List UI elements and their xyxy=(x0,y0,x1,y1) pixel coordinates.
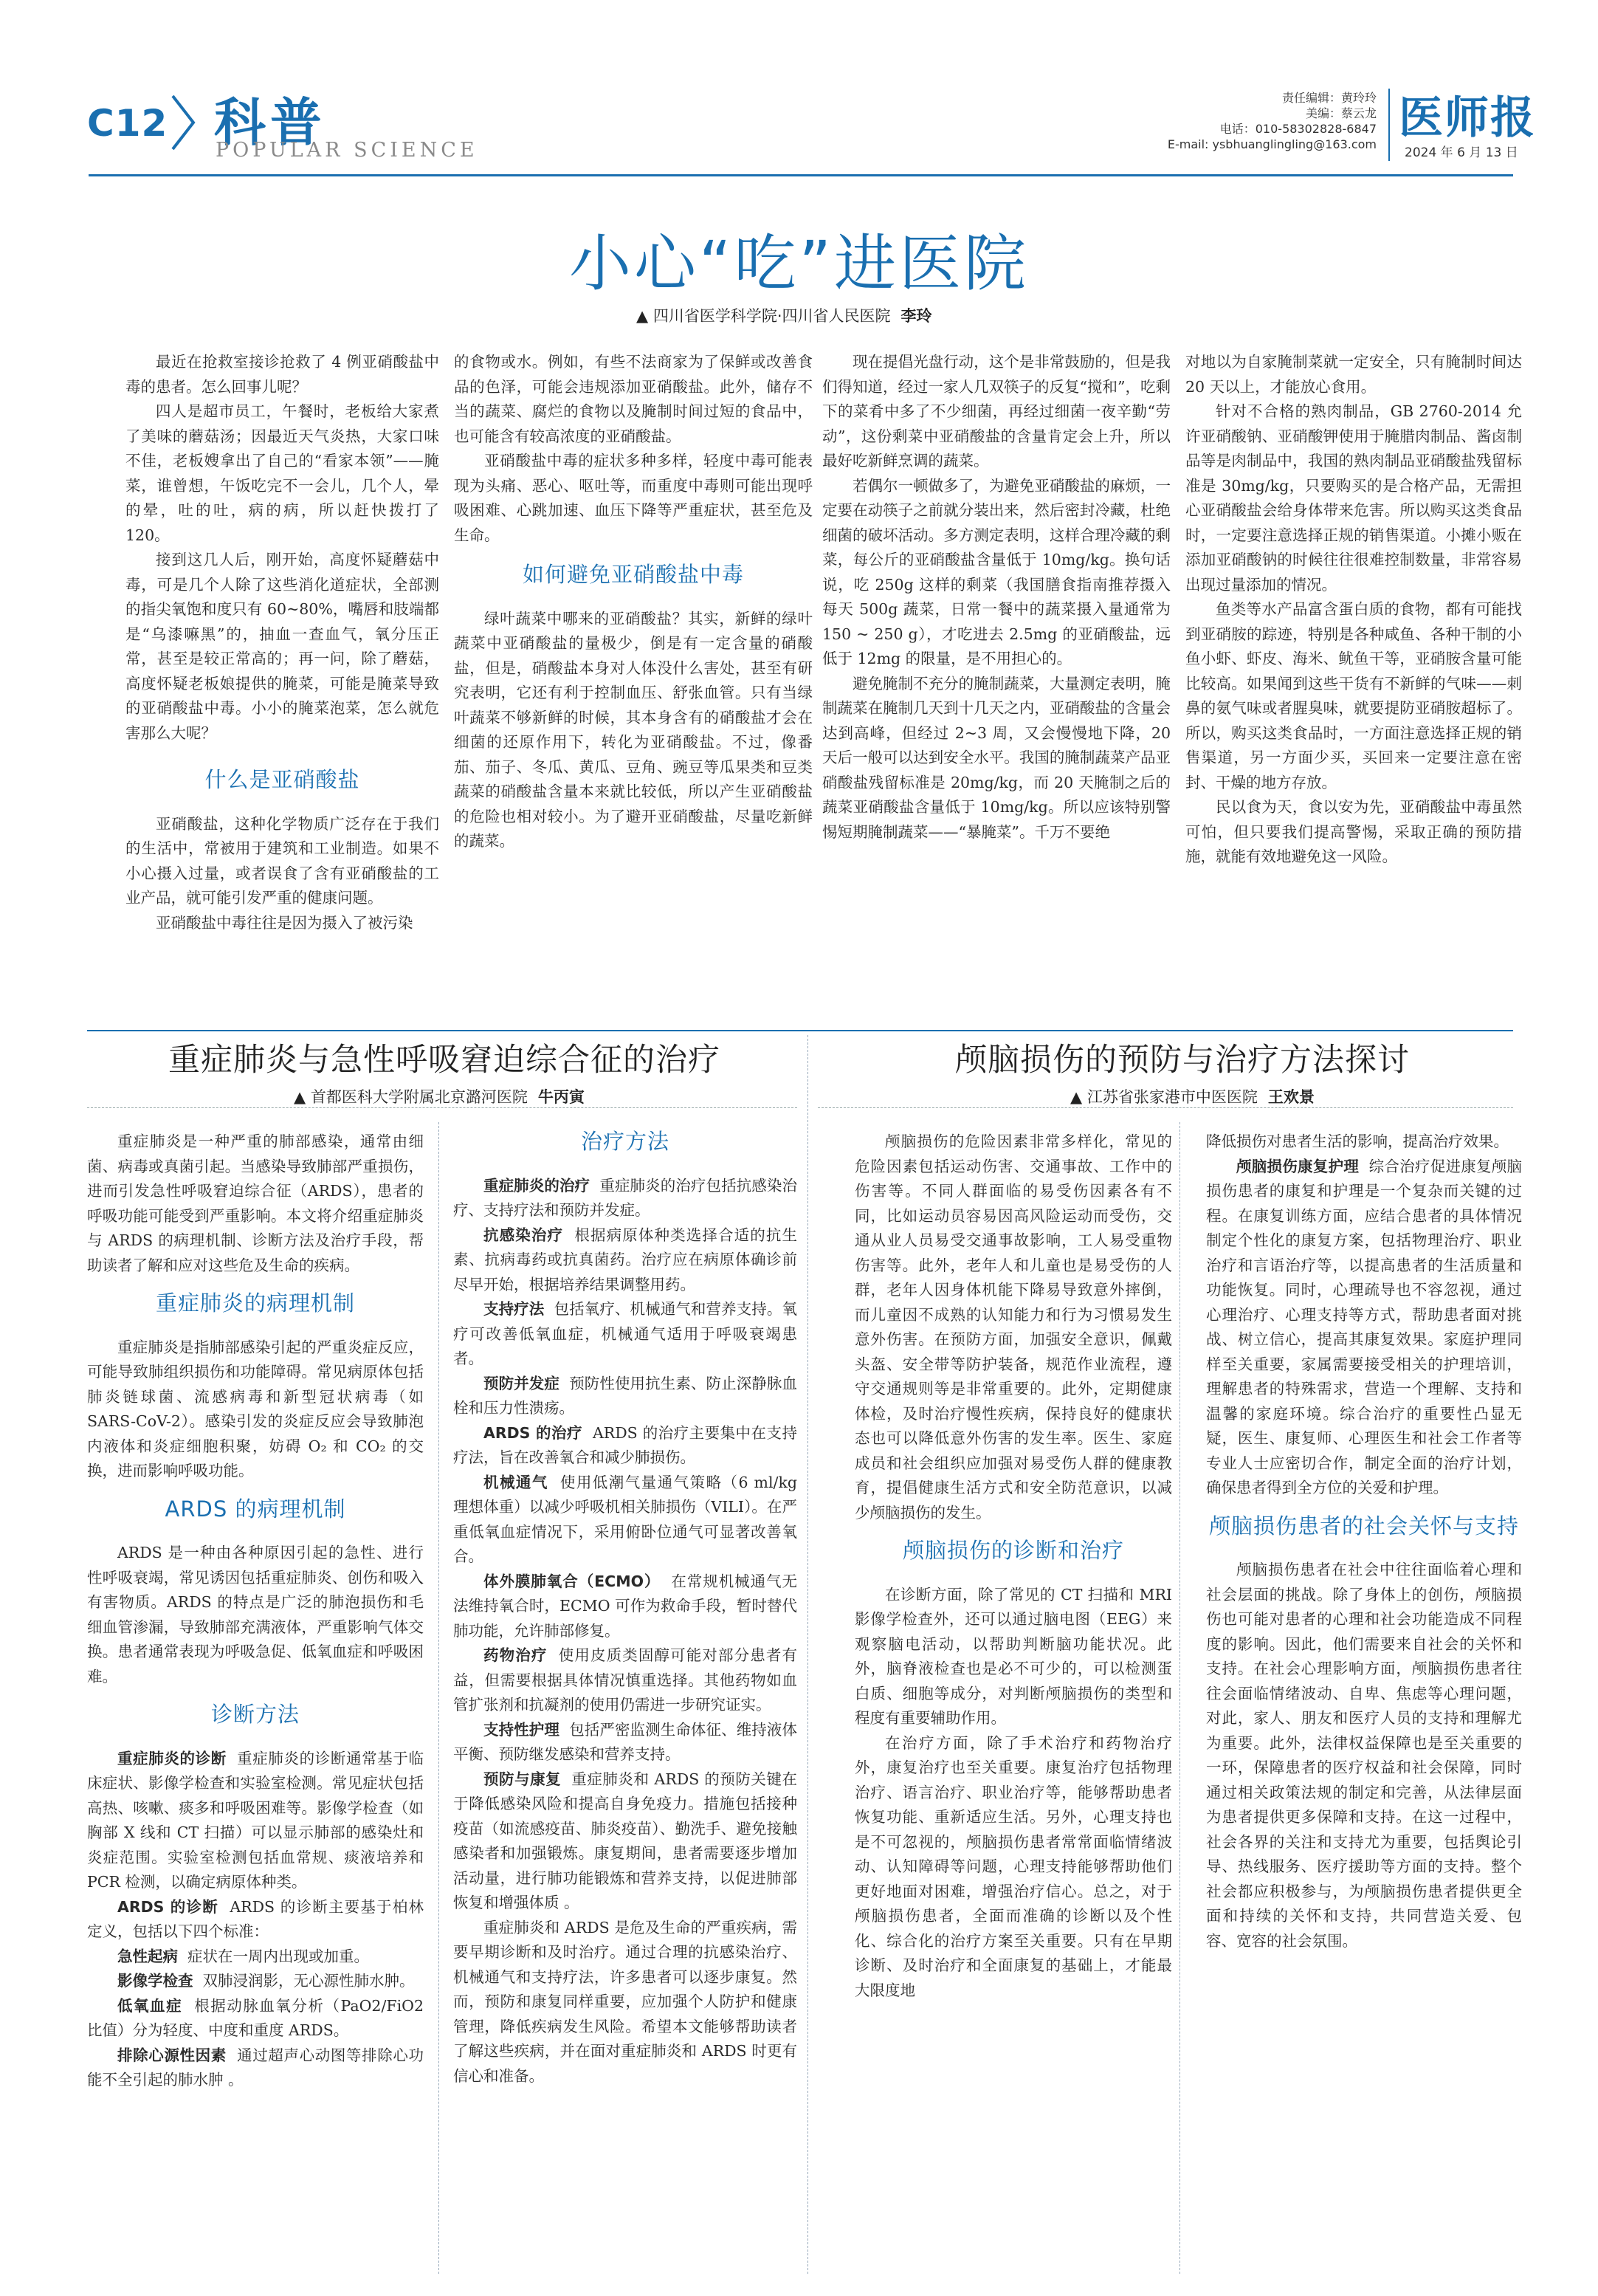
inline-label: 抗感染治疗 xyxy=(483,1226,564,1244)
article3-column-2 xyxy=(1206,1130,1522,1953)
subheading: 诊断方法 xyxy=(210,1702,300,1727)
inline-label: ARDS 的治疗 xyxy=(483,1423,582,1442)
paragraph xyxy=(453,1767,797,1916)
paragraph: 若偶尔一顿做多了，为避免亚硝酸盐的麻烦，一定要在动筷子之前就分装出来，然后密封冷藏，杜绝细菌的破坏活动。多方测定表明，这样合理冷藏的剩菜，每公斤的亚硝酸盐含量低于 10mg/kg。换句话说，吃 250g 这样的剩菜（我国膳食指南推荐摄入每天 500g 蔬菜，日常一餐中的蔬菜摄入量通常为 150 ~ 250 g），才吃进去 2.5mg 的亚硝酸盐，远低于 12mg 的限量，是不用担心的。 xyxy=(822,476,1171,667)
paragraph: ARDS 是一种由各种原因引起的急性、进行性呼吸衰竭，常见诱因包括重症肺炎、创伤和吸入有害物质。ARDS 的特点是广泛的肺泡损伤和毛细血管渗漏，导致肺部充满液体，严重影响气体交换。患者通常表现为呼吸急促、低氧血症和呼吸困难。 xyxy=(87,1544,424,1685)
inline-label: 影像学检查 xyxy=(117,1972,193,1990)
paragraph xyxy=(87,2044,424,2093)
subheading: 重症肺炎的病理机制 xyxy=(155,1290,355,1316)
paragraph xyxy=(453,1718,797,1767)
inline-label: 支持性护理 xyxy=(483,1720,559,1739)
paragraph xyxy=(453,1223,797,1298)
article1-column-4 xyxy=(1185,350,1522,870)
article2-title: 重症肺炎与急性呼吸窘迫综合征的治疗 xyxy=(168,1042,720,1079)
subheading: 颅脑损伤患者的社会关怀与支持 xyxy=(1208,1513,1519,1539)
inline-label: 重症肺炎的治疗 xyxy=(483,1176,590,1195)
paragraph: 颅脑损伤的危险因素非常多样化，常见的危险因素包括运动伤害、交通事故、工作中的伤害等。不同人群面临的易受伤因素各有不同，比如运动员容易因高风险运动而受伤，交通从业人员易受交通事故影响，工人易受重物伤害等。此外，老年人和儿童也是易受伤的人群，老年人因身体机能下降易导致意外摔倒，而儿童因不成熟的认知能力和行为习惯易发生意外伤害。在预防方面，加强安全意识，佩戴头盔、安全带等防护装备，规范作业流程，遵守交通规则等是非常重要的。此外，定期健康体检，及时治疗慢性疾病，保持良好的健康状态也可以降低意外伤害的发生率。医生、家庭成员和社会组织应加强对易受伤人群的健康教育，提倡健康生活方式和安全防范意识，以减少颅脑损伤的发生。 xyxy=(855,1132,1172,1522)
paragraph: 亚硝酸盐，这种化学物质广泛存在于我们的生活中，常被用于建筑和工业制造。如果不小心摄入过量，或者误食了含有亚硝酸盐的工业产品，就可能引发严重的健康问题。 xyxy=(125,814,439,907)
text: 使用低潮气量通气策略（6 ml/kg 理想体重）以减少呼吸机相关肺损伤（VILI）。在严重低氧血症情况下，采用俯卧位通气可显著改善氧合。 xyxy=(453,1473,797,1565)
paragraph: 亚硝酸盐中毒的症状多种多样，轻度中毒可能表现为头痛、恶心、呕吐等，而重度中毒则可能出现呼吸困难、心跳加速、血压下降等严重症状，甚至危及生命。 xyxy=(454,452,813,544)
inline-label: 预防与康复 xyxy=(483,1770,562,1788)
paragraph: 民以食为天，食以安为先，亚硝酸盐中毒虽然可怕，但只要我们提高警惕，采取正确的预防措施，就能有效地避免这一风险。 xyxy=(1185,798,1522,865)
article-title: 小心“吃”进医院 xyxy=(568,227,1030,300)
text: ARDS 的诊断主要基于柏林定义，包括以下四个标准： xyxy=(87,1897,424,1940)
column-divider xyxy=(1179,1122,1180,2274)
paragraph xyxy=(453,1297,797,1372)
article-divider xyxy=(807,1035,808,2274)
subheading: ARDS 的病理机制 xyxy=(165,1496,346,1522)
paragraph: 重症肺炎是指肺部感染引起的严重炎症反应，可能导致肺组织损伤和功能障碍。常见病原体包括肺炎链球菌、流感病毒和新型冠状病毒（如 SARS-CoV-2）。感染引发的炎症反应会导致肺泡内液体和炎症细胞积聚，妨碍 O₂ 和 CO₂ 的交换，进而影响呼吸功能。 xyxy=(87,1338,424,1479)
subheading: 颅脑损伤的诊断和治疗 xyxy=(902,1538,1124,1563)
inline-label: 排除心源性因素 xyxy=(117,2046,227,2064)
paragraph: 接到这几人后，刚开始，高度怀疑蘑菇中毒，可是几个人除了这些消化道症状，全部测的指尖氧饱和度只有 60~80%，嘴唇和肢端都是“乌漆嘛黑”的，抽血一查血气，氧分压正常，甚至是较正常高的；再一问，除了蘑菇，高度怀疑老板娘提供的腌菜，可能是腌菜导致的亚硝酸盐中毒。小小的腌菜泡菜，怎么就危害那么大呢？ xyxy=(125,551,439,742)
text: 重症肺炎和 ARDS 的预防关键在于降低感染风险和提高自身免疫力。措施包括接种疫苗（如流感疫苗、肺炎疫苗）、勤洗手、避免接触感染者和加强锻炼。康复期间，患者需要逐步增加活动量，进行肺功能锻炼和营养支持，以促进肺部恢复和增强体质 。 xyxy=(453,1770,797,1911)
text: 综合治疗促进康复颅脑损伤患者的康复和护理是一个复杂而关键的过程。在康复训练方面，应结合患者的具体情况制定个性化的康复方案，包括物理治疗、职业治疗和言语治疗等，以提高患者的生活质量和功能恢复。同时，心理疏导也不容忽视，通过心理治疗、心理支持等方式，帮助患者面对挑战、树立信心，提高其康复效果。家庭护理同样至关重要，家属需要接受相关的护理培训，理解患者的特殊需求，营造一个理解、支持和温馨的家庭环境。综合治疗的重要性凸显无疑，医生、康复师、心理医生和社会工作者等专业人士应密切合作，制定全面的治疗计划，确保患者得到全方位的关爱和护理。 xyxy=(1206,1157,1523,1496)
designer-line: 美编：蔡云龙 xyxy=(1305,106,1377,120)
paragraph: 针对不合格的熟肉制品，GB 2760-2014 允许亚硝酸钠、亚硝酸钾使用于腌腊肉制品、酱卤制品等是肉制品中，我国的熟肉制品亚硝酸盐残留标准是 30mg/kg，只要购买的是合格产品，无需担心亚硝酸盐会给身体带来危害。所以购买这类食品时，一定要注意选择正规的销售渠道。小摊小贩在添加亚硝酸钠的时候往往很难控制数量，非常容易出现过量添加的情况。 xyxy=(1185,402,1522,594)
article1-column-3 xyxy=(822,350,1171,845)
byline-author: 牛丙寅 xyxy=(537,1088,585,1106)
article-separator xyxy=(87,1030,1513,1031)
paragraph xyxy=(453,1643,797,1718)
paragraph: 四人是超市员工，午餐时，老板给大家煮了美味的蘑菇汤；因最近天气炎热，大家口味不佳，老板嫂拿出了自己的“看家本领”——腌菜，谁曾想，午饭吃完不一会儿，几个人，晕的晕，吐的吐，病的病，所以赶快拨打了 120。 xyxy=(125,402,439,544)
byline-author: 李玲 xyxy=(900,307,932,325)
article3-title: 颅脑损伤的预防与治疗方法探讨 xyxy=(955,1042,1410,1079)
article3-column-1 xyxy=(855,1130,1172,2003)
text: 在常规机械通气无法维持氧合时，ECMO 可作为救命手段，暂时替代肺功能，允许肺部修复。 xyxy=(453,1572,798,1640)
article3-byline xyxy=(1070,1085,1315,1107)
dashed-divider xyxy=(87,1107,797,1108)
text: 重症肺炎的治疗包括抗感染治疗、支持疗法和预防并发症。 xyxy=(453,1176,797,1219)
chevron-right-icon xyxy=(168,93,198,152)
paragraph: 重症肺炎是一种严重的肺部感染，通常由细菌、病毒或真菌引起。当感染导致肺部严重损伤，进而引发急性呼吸窘迫综合征（ARDS），患者的呼吸功能可能受到严重影响。本文将介绍重症肺炎与 ARDS 的病理机制、诊断方法及治疗手段，帮助读者了解和应对这些危及生命的疾病。 xyxy=(87,1132,424,1274)
paragraph xyxy=(453,1570,797,1644)
inline-label: 预防并发症 xyxy=(483,1374,559,1392)
subheading: 什么是亚硝酸盐 xyxy=(204,767,360,792)
paragraph: 颅脑损伤患者在社会中往往面临着心理和社会层面的挑战。除了身体上的创伤，颅脑损伤也可能对患者的心理和社会功能造成不同程度的影响。因此，他们需要来自社会的关怀和支持。在社会心理影响方面，颅脑损伤患者往往会面临情绪波动、自卑、焦虑等心理问题，对此，家人、朋友和医疗人员的支持和理解尤为重要。此外，法律权益保障也是至关重要的一环，保障患者的医疗权益和社会保障，同时通过相关政策法规的制定和完善，从法律层面为患者提供更多保障和支持。在这一过程中，社会各界的关注和支持尤为重要，包括舆论引导、热线服务、医疗援助等方面的支持。整个社会都应积极参与，为颅脑损伤患者提供更全面和持续的关怀和支持，共同营造关爱、包容、宽容的社会氛围。 xyxy=(1206,1561,1522,1950)
article2-column-2 xyxy=(453,1130,797,2089)
byline-author: 王欢景 xyxy=(1267,1088,1315,1106)
text: 症状在一周内出现或加重。 xyxy=(187,1947,370,1965)
paragraph: 最近在抢救室接诊抢救了 4 例亚硝酸盐中毒的患者。怎么回事儿呢？ xyxy=(125,353,439,396)
text: 通过超声心动图等排除心功能不全引起的肺水肿 。 xyxy=(87,2046,424,2089)
dashed-divider xyxy=(818,1107,1513,1108)
text: 预防性使用抗生素、防止深静脉血栓和压力性溃疡。 xyxy=(453,1374,797,1417)
column-divider xyxy=(438,1122,439,2274)
paragraph xyxy=(87,1969,424,1994)
section-title: 科普 xyxy=(214,92,326,153)
text: 双肺浸润影，无心源性肺水肿。 xyxy=(202,1972,415,1990)
byline-org: ▲ 江苏省张家港市中医医院 xyxy=(1070,1088,1258,1106)
paragraph: 亚硝酸盐中毒往往是因为摄入了被污染 xyxy=(156,913,413,932)
article1-column-1 xyxy=(125,350,439,935)
header-rule xyxy=(89,174,1513,176)
paragraph xyxy=(453,1471,797,1570)
article2-byline xyxy=(294,1085,585,1107)
paragraph: 在诊断方面，除了常见的 CT 扫描和 MRI 影像学检查外，还可以通过脑电图（EEG）来观察脑电活动，以帮助判断脑功能状况。此外，脑脊液检查也是必不可少的，可以检测蛋白质、细胞等成分，对判断颅脑损伤的类型和程度有重要辅助作用。 xyxy=(855,1585,1172,1727)
inline-label: 颅脑损伤康复护理 xyxy=(1236,1157,1360,1175)
paragraph: 鱼类等水产品富含蛋白质的食物，都有可能找到亚硝胺的踪迹，特别是各种咸鱼、各种干制的小鱼小虾、虾皮、海米、鱿鱼干等，亚硝胺含量可能比较高。如果闻到这些干货有不新鲜的气味——刺鼻的氨气味或者腥臭味，就要提防亚硝胺超标了。所以，购买这类食品时，一方面注意选择正规的销售渠道，另一方面少买，买回来一定要注意在密封、干燥的地方存放。 xyxy=(1185,600,1522,791)
editor-info xyxy=(1168,90,1377,152)
paragraph xyxy=(453,1421,797,1471)
article2-column-1 xyxy=(87,1130,424,2093)
paragraph: 在治疗方面，除了手术治疗和药物治疗外，康复治疗也至关重要。康复治疗包括物理治疗、语言治疗、职业治疗等，能够帮助患者恢复功能、重新适应生活。另外，心理支持也是不可忽视的，颅脑损伤患者常常面临情绪波动、认知障碍等问题，心理支持能够帮助他们更好地面对困难，增强治疗信心。总之，对于颅脑损伤患者，全面而准确的诊断以及个性化、综合化的治疗方案至关重要。只有在早期诊断、及时治疗和全面康复的基础上，才能最大限度地 xyxy=(855,1733,1172,1999)
text: 重症肺炎的诊断通常基于临床症状、影像学检查和实验室检测。常见症状包括高热、咳嗽、痰多和呼吸困难等。影像学检查（如胸部 X 线和 CT 扫描）可以显示肺部的感染灶和炎症范围。实验室检测包括血常规、痰液培养和 PCR 检测，以确定病原体种类。 xyxy=(87,1749,424,1891)
text: 包括氧疗、机械通气和营养支持。氧疗可改善低氧血症，机械通气适用于呼吸衰竭患者。 xyxy=(453,1300,797,1367)
text: ARDS 的治疗主要集中在支持疗法，旨在改善氧合和减少肺损伤。 xyxy=(453,1423,797,1466)
inline-label: 机械通气 xyxy=(483,1473,548,1491)
inline-label: 重症肺炎的诊断 xyxy=(117,1749,227,1767)
paragraph xyxy=(87,1747,424,1895)
paragraph: 的食物或水。例如，有些不法商家为了保鲜或改善食品的色泽，可能会违规添加亚硝酸盐。此外，储存不当的蔬菜、腐烂的食物以及腌制时间过短的食品中，也可能含有较高浓度的亚硝酸盐。 xyxy=(454,353,813,445)
text: 使用皮质类固醇可能对部分患者有益，但需要根据具体情况慎重选择。其他药物如血管扩张剂和抗凝剂的使用仍需进一步研究证实。 xyxy=(453,1646,797,1714)
paragraph xyxy=(1206,1155,1522,1501)
subheading: 如何避免亚硝酸盐中毒 xyxy=(522,562,744,587)
inline-label: 急性起病 xyxy=(117,1947,178,1965)
email-line: E-mail: ysbhuanglingling@163.com xyxy=(1167,137,1377,151)
inline-label: 低氧血症 xyxy=(117,1996,183,2015)
subheading: 治疗方法 xyxy=(580,1129,669,1154)
article1-column-2 xyxy=(454,350,813,854)
paragraph: 降低损伤对患者生活的影响，提高治疗效果。 xyxy=(1206,1132,1509,1150)
paragraph xyxy=(87,1945,424,1970)
byline-org: ▲ 四川省医学科学院·四川省人民医院 xyxy=(636,307,891,325)
publication-date: 2024 年 6 月 13 日 xyxy=(1405,145,1518,160)
paragraph: 避免腌制不充分的腌制蔬菜，大量测定表明，腌制蔬菜在腌制几天到十几天之内，亚硝酸盐的含量会达到高峰，但经过 2~3 周，又会慢慢地下降，20 天后一般可以达到安全水平。我国的腌制蔬菜产品亚硝酸盐残留标准是 20mg/kg，而 20 天腌制之后的蔬菜亚硝酸盐含量低于 10mg/kg。所以应该特别警惕短期腌制蔬菜——“暴腌菜”。千万不要绝 xyxy=(822,674,1171,841)
paragraph xyxy=(453,1372,797,1421)
text: 根据动脉血氧分析（PaO2/FiO2 比值）分为轻度、中度和重度 ARDS。 xyxy=(87,1996,424,2039)
paragraph: 绿叶蔬菜中哪来的亚硝酸盐？其实，新鲜的绿叶蔬菜中亚硝酸盐的量极少，倒是有一定含量的硝酸盐，但是，硝酸盐本身对人体没什么害处，甚至有研究表明，它还有利于控制血压、舒张血管。只有当绿叶蔬菜不够新鲜的时候，其本身含有的硝酸盐才会在细菌的还原作用下，转化为亚硝酸盐。不过，像番茄、茄子、冬瓜、黄瓜、豆角、豌豆等瓜果类和豆类蔬菜的硝酸盐含量本来就比较低，所以产生亚硝酸盐的危险也相对较小。为了避开亚硝酸盐，尽量吃新鲜的蔬菜。 xyxy=(454,609,813,850)
paragraph xyxy=(453,1174,797,1223)
paragraph: 对地以为自家腌制菜就一定安全，只有腌制时间达 20 天以上，才能放心食用。 xyxy=(1185,353,1522,396)
masthead-logo: 医师报 xyxy=(1399,92,1536,144)
inline-label: ARDS 的诊断 xyxy=(117,1897,218,1916)
byline-org: ▲ 首都医科大学附属北京潞河医院 xyxy=(294,1088,528,1106)
text: 根据病原体种类选择合适的抗生素、抗病毒药或抗真菌药。治疗应在病原体确诊前尽早开始，根据培养结果调整用药。 xyxy=(453,1226,797,1293)
paragraph: 现在提倡光盘行动，这个是非常鼓励的，但是我们得知道，经过一家人几双筷子的反复“搅和”，吃剩下的菜肴中多了不少细菌，再经过细菌一夜辛勤“劳动”，这份剩菜中亚硝酸盐的含量肯定会上升，所以最好吃新鲜烹调的蔬菜。 xyxy=(822,353,1171,470)
header-divider xyxy=(1388,89,1390,161)
section-subtitle: POPULAR SCIENCE xyxy=(216,139,478,162)
paragraph: 重症肺炎和 ARDS 是危及生命的严重疾病，需要早期诊断和及时治疗。通过合理的抗感染治疗、机械通气和支持疗法，许多患者可以逐步康复。然而，预防和康复同样重要，应加强个人防护和健康管理，降低疾病发生风险。希望本文能够帮助读者了解这些疾病，并在面对重症肺炎和 ARDS 时更有信心和准备。 xyxy=(453,1918,797,2085)
inline-label: 体外膜肺氧合（ECMO） xyxy=(483,1572,661,1590)
phone-line: 电话：010-58302828-6847 xyxy=(1219,122,1377,136)
inline-label: 支持疗法 xyxy=(483,1300,545,1318)
paragraph xyxy=(87,1895,424,1945)
text: 包括严密监测生命体征、维持液体平衡、预防继发感染和营养支持。 xyxy=(453,1720,797,1763)
editor-line: 责任编辑：黄玲玲 xyxy=(1281,91,1377,105)
article-byline xyxy=(636,304,932,326)
inline-label: 药物治疗 xyxy=(483,1646,548,1664)
page-number: C12 xyxy=(87,102,168,145)
paragraph xyxy=(87,1994,424,2044)
